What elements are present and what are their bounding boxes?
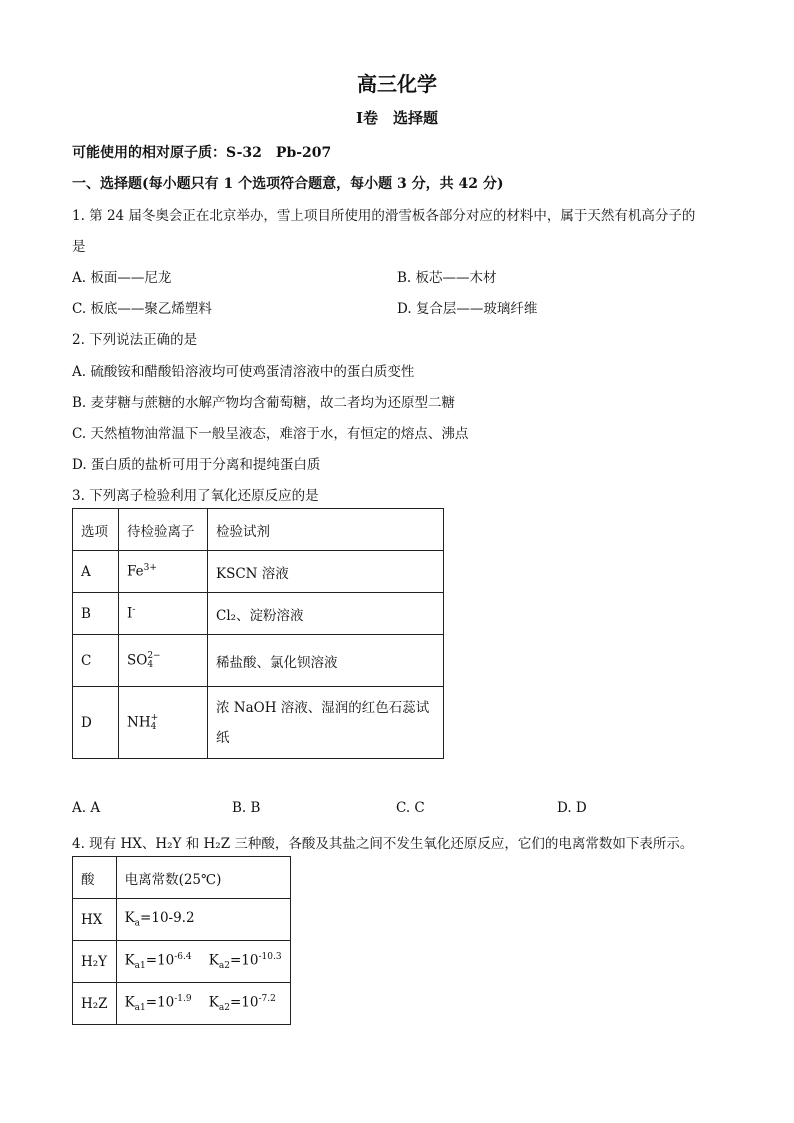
q2-option-c: C. 天然植物油常温下一般呈液态，难溶于水，有恒定的熔点、沸点 [72, 426, 469, 442]
q3-header-option: 选项 [73, 509, 119, 551]
q1-stem-line1: 1. 第 24 届冬奥会正在北京举办，雪上项目所使用的滑雪板各部分对应的材料中，属于天然有机高分子的 [72, 208, 696, 224]
q1-stem-line2: 是 [72, 239, 86, 255]
q4-stem: 4. 现有 HX、H₂Y 和 H₂Z 三种酸，各酸及其盐之间不发生氧化还原反应，它们的电离常数如下表所示。 [72, 836, 694, 852]
q3-cell-reagent [208, 687, 444, 759]
q3-cell-option: C [73, 635, 119, 687]
q3-cell-ion [119, 687, 208, 759]
q2-option-d: D. 蛋白质的盐析可用于分离和提纯蛋白质 [72, 457, 321, 473]
q3-answer-c: C. C [396, 800, 425, 816]
k1-label: K [124, 994, 135, 1011]
ion-symbol: SO [127, 652, 148, 668]
table-row [73, 983, 291, 1025]
k2-exponent: -10.3 [258, 951, 282, 962]
part-heading: 一、选择题(每小题只有 1 个选项符合题意，每小题 3 分，共 42 分) [72, 176, 504, 192]
q2-option-a: A. 硫酸铵和醋酸铅溶液均可使鸡蛋清溶液中的蛋白质变性 [72, 364, 415, 380]
k-label: K [124, 910, 135, 927]
ion-subscript: 4 [150, 721, 157, 732]
reagent-line1: 浓 NaOH 溶液、湿润的红色石蕊试 [216, 699, 430, 716]
q1-option-c: C. 板底——聚乙烯塑料 [72, 301, 212, 317]
q3-stem: 3. 下列离子检验利用了氧化还原反应的是 [72, 488, 319, 504]
q3-answer-a: A. A [72, 800, 101, 816]
page-title: 高三化学 [357, 72, 437, 96]
q3-cell-reagent: Cl₂、淀粉溶液 [208, 593, 444, 635]
reagent-line2: 纸 [216, 729, 230, 746]
table-row [73, 635, 444, 687]
q3-cell-ion [119, 593, 208, 635]
q3-table [72, 508, 444, 759]
q2-option-b: B. 麦芽糖与蔗糖的水解产物均含葡萄糖，故二者均为还原型二糖 [72, 395, 456, 411]
q3-cell-ion [119, 635, 208, 687]
table-row [73, 941, 291, 983]
table-row [73, 899, 291, 941]
q1-option-a: A. 板面——尼龙 [72, 270, 172, 286]
k1-label: K [124, 952, 135, 969]
ion-charge: 2− [147, 650, 161, 661]
q4-header-constant: 电离常数(25℃) [116, 857, 290, 899]
q3-cell-option: A [73, 551, 119, 593]
q1-option-d: D. 复合层——玻璃纤维 [397, 301, 538, 317]
atomic-mass-note: 可能使用的相对原子质：S-32 Pb-207 [72, 145, 332, 161]
q4-cell-acid: H₂Y [73, 941, 117, 983]
table-row [73, 593, 444, 635]
ion-symbol: I [127, 605, 133, 622]
ion-charge: - [132, 605, 136, 616]
k1-value: =10 [145, 994, 175, 1011]
k2-label: K [208, 994, 219, 1011]
k2-subscript: a2 [218, 1003, 230, 1014]
ion-charge: + [150, 712, 159, 723]
section-title: I卷 选择题 [355, 109, 439, 127]
k2-label: K [208, 952, 219, 969]
q3-header-reagent: 检验试剂 [208, 509, 444, 551]
k2-value: =10 [229, 994, 259, 1011]
k2-exponent: -7.2 [258, 993, 276, 1004]
q3-cell-reagent: 稀盐酸、氯化钡溶液 [208, 635, 444, 687]
k-subscript: a [134, 918, 141, 929]
table-row [73, 687, 444, 759]
q4-table [72, 856, 291, 1025]
q4-header-acid: 酸 [73, 857, 117, 899]
table-row [73, 551, 444, 593]
q4-cell-constant [116, 899, 290, 941]
q4-cell-acid: H₂Z [73, 983, 117, 1025]
ion-symbol: Fe [127, 563, 144, 580]
q2-stem: 2. 下列说法正确的是 [72, 332, 198, 348]
k1-subscript: a1 [134, 961, 146, 972]
q3-answer-b: B. B [232, 800, 261, 816]
q3-answer-d: D. D [557, 800, 587, 816]
q3-cell-reagent: KSCN 溶液 [208, 551, 444, 593]
q3-cell-ion [119, 551, 208, 593]
q4-cell-acid: HX [73, 899, 117, 941]
q3-cell-option: B [73, 593, 119, 635]
k2-subscript: a2 [218, 961, 230, 972]
k1-exponent: -6.4 [174, 951, 192, 962]
ion-subscript: 4 [147, 659, 154, 670]
ion-charge: 3+ [143, 563, 157, 574]
k1-subscript: a1 [134, 1003, 146, 1014]
q3-cell-option: D [73, 687, 119, 759]
q4-cell-constant [116, 941, 290, 983]
k-value: =10-9.2 [140, 910, 195, 927]
q3-header-ion: 待检验离子 [119, 509, 208, 551]
ion-symbol: NH [127, 714, 151, 730]
k2-value: =10 [229, 952, 259, 969]
q4-cell-constant [116, 983, 290, 1025]
k1-value: =10 [145, 952, 175, 969]
q1-option-b: B. 板芯——木材 [397, 270, 497, 286]
k1-exponent: -1.9 [174, 993, 192, 1004]
